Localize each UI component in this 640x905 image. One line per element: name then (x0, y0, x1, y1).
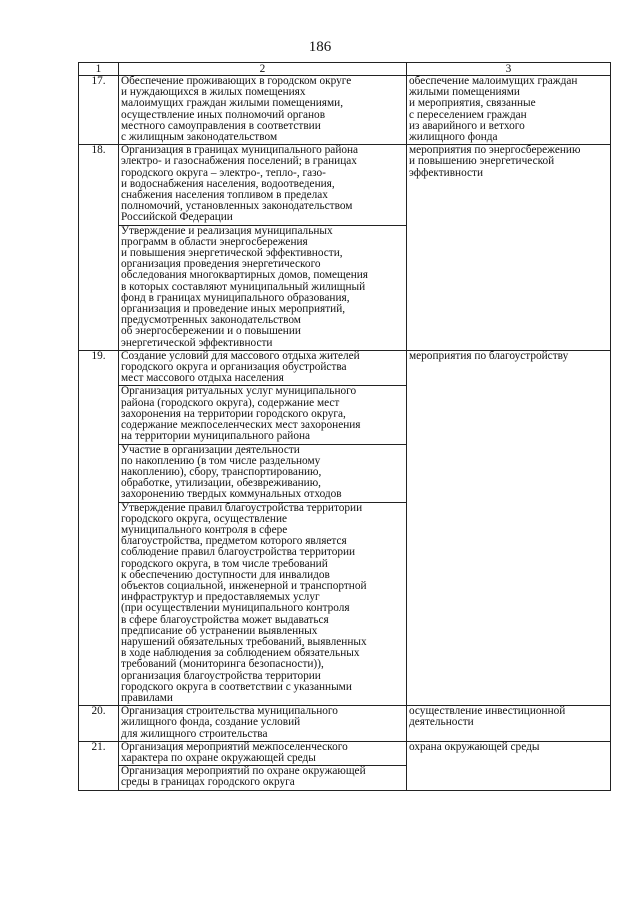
text-line: мероприятия по энергосбережению (409, 144, 581, 157)
text-line: Организация строительства муниципального (121, 705, 338, 718)
text-line: и нуждающихся в жилых помещениях (121, 86, 306, 99)
text-line: нарушений обязательных требований, выявленных (121, 635, 367, 648)
text-line: Участие в организации деятельности (121, 443, 300, 456)
text-line: мест массового отдыха населения (121, 372, 284, 385)
program-direction (407, 145, 611, 351)
text-line: в сфере благоустройства может выдаваться (121, 613, 329, 626)
text-line: фонд в границах муниципального образования, (121, 291, 350, 304)
text-line: осуществление иных полномочий органов (121, 108, 326, 121)
text-line: городского округа, в том числе требований (121, 557, 328, 570)
text-line: с жилищным законодательством (121, 131, 278, 144)
text-line: Утверждение и реализация муниципальных (121, 224, 333, 237)
text-line: захоронению твердых коммунальных отходов (121, 488, 342, 501)
text-line: на территории муниципального района (121, 430, 311, 443)
text-line: Утверждение правил благоустройства территории (121, 501, 363, 514)
text-line: и водоснабжения населения, водоотведения, (121, 177, 335, 190)
authority-item (119, 145, 406, 224)
text-line: предписание об устранении выявленных (121, 624, 318, 637)
authority-item (119, 706, 406, 741)
text-line: благоустройства, предметом которого является (121, 535, 347, 548)
text-line: Создание условий для массового отдыха жителей (121, 349, 360, 362)
program-direction (407, 706, 611, 742)
authority-item (119, 351, 406, 386)
text-line: организация проведения энергетического (121, 258, 321, 271)
row-number: 21. (79, 741, 119, 790)
text-line: характера по охране окружающей среды (121, 751, 316, 764)
text-line: к обеспечению доступности для инвалидов (121, 568, 330, 581)
text-line: накоплению), сбору, транспортированию, (121, 465, 322, 478)
text-line: энергетической эффективности (121, 336, 273, 349)
text-line: обеспечение малоимущих граждан (409, 75, 578, 87)
text-line: и повышению энергетической (409, 155, 555, 168)
page-number: 186 (308, 39, 332, 55)
functions-table (78, 62, 611, 791)
text-line: полномочий, установленных законодательством (121, 200, 353, 213)
text-line: по накоплению (в том числе раздельному (121, 454, 321, 467)
text-line: Организация мероприятий межпоселенческого (121, 740, 348, 753)
text-line: инфраструктур и предоставляемых услуг (121, 591, 320, 604)
text-line: малоимущих граждан жилыми помещениями, (121, 97, 344, 110)
text-line: деятельности (409, 716, 474, 729)
table-row (79, 145, 611, 351)
text-line: правилами (121, 691, 173, 704)
authority-description (119, 706, 407, 742)
text-line: района (городского округа), содержание мест (121, 396, 340, 409)
row-number: 18. (79, 145, 119, 351)
text-line: организация благоустройства территории (121, 669, 321, 682)
text-line: среды в границах городского округа (121, 776, 295, 789)
text-line: снабжения населения топливом в пределах (121, 189, 328, 202)
text-line: городского округа в соответствии с указанными (121, 680, 352, 693)
text-line: жилыми помещениями (409, 86, 520, 99)
table-row (79, 706, 611, 742)
program-direction (407, 741, 611, 790)
authority-item (119, 765, 406, 789)
text-line: обработке, утилизации, обезвреживанию, (121, 477, 321, 490)
authority-item (119, 225, 406, 350)
authority-item (119, 76, 406, 144)
text-line: Организация ритуальных услуг муниципального (121, 385, 357, 398)
text-line: жилищного фонда, создание условий (121, 716, 301, 729)
authority-item (119, 502, 406, 706)
text-line: жилищного фонда (409, 131, 498, 144)
text-line: эффективности (409, 166, 483, 179)
authority-description (119, 145, 407, 351)
text-line: и повышения энергетической эффективности, (121, 247, 343, 260)
text-line: обследования многоквартирных домов, помещения (121, 269, 368, 282)
text-line: предусмотренных законодательством (121, 314, 301, 327)
program-direction (407, 76, 611, 145)
text-line: Организация мероприятий по охране окружающей (121, 765, 366, 778)
text-line: Организация в границах муниципального района (121, 144, 359, 157)
column-header-1: 1 (79, 63, 119, 76)
text-line: и мероприятия, связанные (409, 97, 536, 110)
text-line: мероприятия по благоустройству (409, 349, 569, 362)
text-line: программ в области энергосбережения (121, 235, 308, 248)
text-line: городского округа – электро-, тепло-, газо- (121, 166, 326, 179)
text-line: объектов социальной, инженерной и транспортной (121, 579, 367, 592)
text-line: муниципального контроля в сфере (121, 523, 288, 536)
text-line: содержание межпоселенческих мест захоронения (121, 419, 361, 432)
authority-description (119, 350, 407, 705)
table-row (79, 76, 611, 145)
authority-item (119, 385, 406, 443)
table-row (79, 741, 611, 790)
row-number: 17. (79, 76, 119, 145)
text-line: (при осуществлении муниципального контроля (121, 602, 350, 615)
text-line: соблюдение правил благоустройства территории (121, 546, 356, 559)
text-line: местного самоуправления в соответствии (121, 119, 321, 132)
authority-description (119, 76, 407, 145)
text-line: в которых составляют муниципальный жилищный (121, 280, 366, 293)
text-line: требований (мониторинга безопасности)), (121, 658, 324, 671)
authority-description (119, 741, 407, 790)
text-line: Российской Федерации (121, 211, 233, 224)
text-line: городского округа и организация обустройства (121, 361, 347, 374)
text-line: электро- и газоснабжения поселений; в границах (121, 155, 357, 168)
text-line: захоронения на территории городского округа, (121, 407, 346, 420)
row-number: 19. (79, 350, 119, 705)
column-header-2: 2 (119, 63, 407, 76)
text-line: в ходе наблюдения за соблюдением обязательных (121, 647, 360, 660)
header-row (79, 63, 611, 76)
row-number: 20. (79, 706, 119, 742)
text-line: об энергосбережении и о повышении (121, 325, 301, 338)
text-line: охрана окружающей среды (409, 740, 540, 753)
text-line: с переселением граждан (409, 108, 527, 121)
text-line: осуществление инвестиционной (409, 705, 566, 718)
program-direction (407, 350, 611, 705)
table-body (79, 76, 611, 791)
authority-item (119, 742, 406, 765)
table-row (79, 350, 611, 705)
text-line: из аварийного и ветхого (409, 119, 525, 132)
authority-item (119, 444, 406, 502)
text-line: для жилищного строительства (121, 727, 268, 740)
text-line: Обеспечение проживающих в городском округе (121, 75, 352, 87)
text-line: организация и проведение иных мероприятий, (121, 303, 346, 316)
column-header-3: 3 (407, 63, 611, 76)
text-line: городского округа, осуществление (121, 512, 288, 525)
